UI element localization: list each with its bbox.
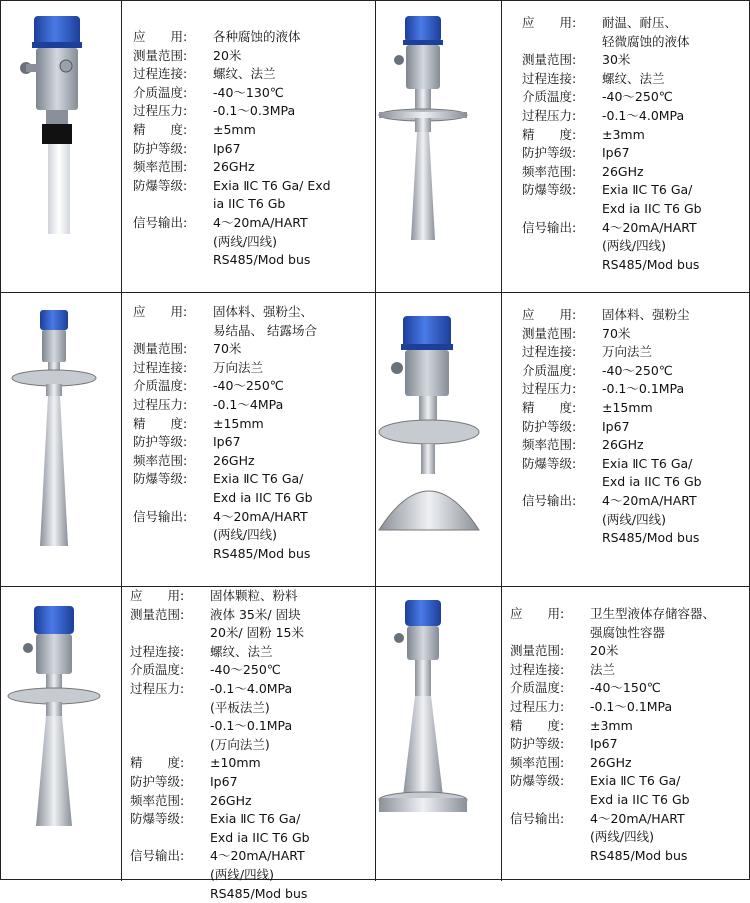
- spec-value: -40～150℃: [590, 679, 661, 698]
- spec-label: 精 度:: [133, 121, 213, 140]
- spec-label: 防护等级:: [133, 140, 213, 159]
- spec-value: Exd ia IIC T6 Gb: [590, 791, 690, 810]
- spec-row: [522, 343, 702, 362]
- spec-label-spacer: [510, 791, 590, 810]
- spec-label-spacer: [510, 624, 590, 643]
- spec-label: 频率范围:: [133, 452, 213, 471]
- spec-row: [130, 773, 310, 792]
- spec-value: -40～250℃: [602, 362, 673, 381]
- spec-value: 4～20mA/HART: [213, 214, 308, 233]
- spec-value: 固体料、强粉尘: [602, 306, 690, 325]
- spec-label-spacer: [133, 251, 213, 270]
- spec-value: 26GHz: [602, 436, 644, 455]
- spec-trailing-line: [133, 545, 317, 564]
- spec-block-2: [522, 14, 702, 274]
- spec-row: [133, 102, 331, 121]
- spec-value: Exia ⅡC T6 Ga/: [602, 455, 692, 474]
- spec-label: 应 用:: [522, 306, 602, 325]
- spec-row-continuation: [510, 791, 715, 810]
- spec-label: 介质温度:: [130, 661, 210, 680]
- spec-value: -40～250℃: [213, 377, 284, 396]
- spec-row: [133, 65, 331, 84]
- spec-row: [133, 303, 317, 322]
- spec-row: [130, 810, 310, 829]
- spec-value: 4～20mA/HART: [213, 508, 308, 527]
- spec-value: 20米: [213, 47, 241, 66]
- spec-label: 过程连接:: [133, 65, 213, 84]
- spec-label: 应 用:: [510, 605, 590, 624]
- spec-value: 液体 35米/ 固块: [210, 606, 301, 625]
- spec-row: [510, 679, 715, 698]
- spec-value: 轻微腐蚀的液体: [602, 33, 690, 52]
- spec-row-continuation: [130, 866, 310, 885]
- spec-trailing-line: [522, 529, 702, 548]
- spec-row: [133, 214, 331, 233]
- spec-row: [522, 219, 702, 238]
- spec-row: [522, 51, 702, 70]
- spec-value: RS485/Mod bus: [210, 885, 307, 903]
- spec-row: [130, 792, 310, 811]
- spec-row: [522, 492, 702, 511]
- spec-value: -40～130℃: [213, 84, 284, 103]
- spec-value: Exd ia IIC T6 Gb: [210, 829, 310, 848]
- spec-value: 固体颗粒、粉料: [210, 587, 298, 606]
- spec-label-spacer: [522, 473, 602, 492]
- spec-row: [130, 680, 310, 699]
- spec-value: 万向法兰: [213, 359, 263, 378]
- spec-value: Exd ia IIC T6 Gb: [213, 489, 313, 508]
- spec-row: [133, 28, 331, 47]
- spec-value: RS485/Mod bus: [590, 847, 687, 866]
- spec-value: 4～20mA/HART: [210, 847, 305, 866]
- spec-value: 螺纹、法兰: [602, 70, 665, 89]
- spec-row: [522, 181, 702, 200]
- spec-value: -0.1～0.1MPa: [210, 717, 292, 736]
- spec-label: 精 度:: [522, 399, 602, 418]
- spec-label: 信号输出:: [130, 847, 210, 866]
- spec-row: [130, 661, 310, 680]
- spec-value: -0.1～0.1MPa: [602, 380, 684, 399]
- spec-label: 过程连接:: [510, 661, 590, 680]
- spec-value: RS485/Mod bus: [602, 256, 699, 275]
- spec-label: 防护等级:: [522, 418, 602, 437]
- spec-trailing-line: [510, 828, 715, 847]
- spec-label: 介质温度:: [522, 362, 602, 381]
- column-divider: [501, 1, 502, 881]
- spec-label: 精 度:: [510, 717, 590, 736]
- spec-value: -0.1～0.1MPa: [590, 698, 672, 717]
- spec-row: [510, 605, 715, 624]
- spec-label: 过程连接:: [133, 359, 213, 378]
- spec-label: 应 用:: [133, 303, 213, 322]
- column-divider: [121, 1, 122, 881]
- spec-value: 强腐蚀性容器: [590, 624, 665, 643]
- spec-value: -0.1～0.3MPa: [213, 102, 295, 121]
- spec-label: 介质温度:: [133, 377, 213, 396]
- spec-label: 测量范围:: [522, 325, 602, 344]
- spec-label-spacer: [510, 847, 590, 866]
- spec-row-continuation: [130, 717, 310, 736]
- spec-row: [130, 754, 310, 773]
- spec-row-continuation: [133, 195, 331, 214]
- spec-row: [510, 754, 715, 773]
- spec-label: 过程压力:: [522, 380, 602, 399]
- spec-block-4: [522, 306, 702, 548]
- spec-label-spacer: [522, 529, 602, 548]
- spec-label: 应 用:: [130, 587, 210, 606]
- product-image-sanitary-radar: [375, 586, 499, 878]
- spec-label-spacer: [130, 699, 210, 718]
- spec-label: 频率范围:: [133, 158, 213, 177]
- spec-label: 防护等级:: [510, 735, 590, 754]
- spec-row: [522, 418, 702, 437]
- spec-value: ±10mm: [210, 754, 261, 773]
- spec-value: -0.1～4.0MPa: [210, 680, 292, 699]
- spec-row: [133, 508, 317, 527]
- spec-label-spacer: [522, 200, 602, 219]
- spec-value: ±15mm: [602, 399, 653, 418]
- spec-row: [133, 433, 317, 452]
- spec-value: 26GHz: [213, 158, 255, 177]
- spec-row: [522, 306, 702, 325]
- spec-label: 频率范围:: [130, 792, 210, 811]
- spec-label-spacer: [522, 256, 602, 275]
- spec-value: 卫生型液体存储容器、: [590, 605, 715, 624]
- spec-label: 介质温度:: [510, 679, 590, 698]
- spec-label-spacer: [522, 33, 602, 52]
- spec-row: [133, 359, 317, 378]
- spec-row: [510, 717, 715, 736]
- spec-value: 70米: [213, 340, 241, 359]
- spec-value: 固体料、强粉尘、: [213, 303, 313, 322]
- spec-value: (两线/四线): [602, 237, 666, 256]
- spec-trailing-line: [130, 885, 310, 903]
- spec-block-1: [133, 28, 331, 270]
- spec-row: [133, 140, 331, 159]
- spec-label: 测量范围:: [130, 606, 210, 625]
- spec-label: 过程压力:: [130, 680, 210, 699]
- spec-row: [133, 121, 331, 140]
- spec-value: (平板法兰): [210, 699, 270, 718]
- spec-row: [522, 163, 702, 182]
- spec-label: 防爆等级:: [130, 810, 210, 829]
- spec-label: 防爆等级:: [133, 177, 213, 196]
- spec-row-continuation: [130, 736, 310, 755]
- spec-row: [133, 452, 317, 471]
- spec-value: -40～250℃: [602, 88, 673, 107]
- spec-value: (两线/四线): [213, 233, 277, 252]
- spec-label: 过程压力:: [133, 102, 213, 121]
- spec-row: [522, 399, 702, 418]
- spec-value: 20米/ 固粉 15米: [210, 624, 304, 643]
- spec-row: [133, 377, 317, 396]
- spec-value: 耐温、耐压、: [602, 14, 677, 33]
- spec-row: [130, 606, 310, 625]
- spec-value: 4～20mA/HART: [602, 219, 697, 238]
- spec-row: [133, 158, 331, 177]
- spec-row-continuation: [522, 473, 702, 492]
- spec-label: 精 度:: [522, 126, 602, 145]
- spec-value: Exia ⅡC T6 Ga/: [602, 181, 692, 200]
- spec-row-continuation: [130, 699, 310, 718]
- spec-row-continuation: [522, 33, 702, 52]
- spec-label: 介质温度:: [133, 84, 213, 103]
- spec-row: [130, 587, 310, 606]
- spec-label: 过程连接:: [130, 643, 210, 662]
- spec-value: Exia ⅡC T6 Ga/ Exd: [213, 177, 331, 196]
- spec-trailing-line: [510, 847, 715, 866]
- spec-label-spacer: [133, 489, 213, 508]
- spec-value: 螺纹、法兰: [213, 65, 276, 84]
- product-image-high-temp-horn-radar: [375, 2, 499, 290]
- spec-label-spacer: [133, 322, 213, 341]
- spec-row: [133, 396, 317, 415]
- spec-block-5: [130, 587, 310, 903]
- spec-row: [510, 772, 715, 791]
- spec-label: 应 用:: [522, 14, 602, 33]
- spec-value: Ip67: [602, 418, 630, 437]
- spec-label-spacer: [130, 866, 210, 885]
- spec-value: 20米: [590, 642, 618, 661]
- spec-label: 测量范围:: [522, 51, 602, 70]
- spec-row: [130, 847, 310, 866]
- spec-value: ±3mm: [590, 717, 633, 736]
- spec-value: Exd ia IIC T6 Gb: [602, 200, 702, 219]
- spec-value: (两线/四线): [210, 866, 274, 885]
- spec-label: 过程压力:: [133, 396, 213, 415]
- spec-label: 过程连接:: [522, 343, 602, 362]
- spec-row: [522, 88, 702, 107]
- spec-row-continuation: [133, 322, 317, 341]
- spec-value: 螺纹、法兰: [210, 643, 273, 662]
- spec-label: 防护等级:: [133, 433, 213, 452]
- spec-row-continuation: [510, 624, 715, 643]
- spec-row: [522, 362, 702, 381]
- spec-value: Ip67: [602, 144, 630, 163]
- spec-row: [133, 47, 331, 66]
- spec-row: [133, 84, 331, 103]
- spec-row: [522, 107, 702, 126]
- spec-value: 26GHz: [590, 754, 632, 773]
- spec-value: ia IIC T6 Gb: [213, 195, 285, 214]
- spec-value: Ip67: [213, 433, 241, 452]
- spec-label: 防爆等级:: [510, 772, 590, 791]
- spec-value: -40～250℃: [210, 661, 281, 680]
- spec-label-spacer: [510, 828, 590, 847]
- spec-value: Exia ⅡC T6 Ga/: [590, 772, 680, 791]
- spec-row: [522, 380, 702, 399]
- spec-label: 信号输出:: [133, 214, 213, 233]
- spec-row-continuation: [133, 233, 331, 252]
- spec-value: RS485/Mod bus: [213, 545, 310, 564]
- spec-row: [510, 698, 715, 717]
- spec-label: 应 用:: [133, 28, 213, 47]
- product-image-dish-antenna-radar: [375, 292, 499, 584]
- spec-value: (两线/四线): [590, 828, 654, 847]
- spec-value: -0.1～4MPa: [213, 396, 283, 415]
- spec-row: [510, 642, 715, 661]
- spec-trailing-line: [522, 237, 702, 256]
- spec-label-spacer: [133, 526, 213, 545]
- spec-label: 精 度:: [133, 415, 213, 434]
- spec-label-spacer: [130, 885, 210, 903]
- spec-label-spacer: [133, 545, 213, 564]
- spec-value: 30米: [602, 51, 630, 70]
- spec-label: 介质温度:: [522, 88, 602, 107]
- spec-value: Exia ⅡC T6 Ga/: [210, 810, 300, 829]
- spec-value: -0.1～4.0MPa: [602, 107, 684, 126]
- spec-row: [522, 144, 702, 163]
- spec-trailing-line: [522, 511, 702, 530]
- spec-label: 信号输出:: [133, 508, 213, 527]
- spec-value: Exd ia IIC T6 Gb: [602, 473, 702, 492]
- spec-value: 万向法兰: [602, 343, 652, 362]
- spec-row: [133, 415, 317, 434]
- spec-trailing-line: [522, 256, 702, 275]
- spec-label: 防爆等级:: [522, 455, 602, 474]
- spec-row: [130, 643, 310, 662]
- spec-value: Ip67: [210, 773, 238, 792]
- spec-value: 70米: [602, 325, 630, 344]
- spec-row-continuation: [133, 489, 317, 508]
- spec-label: 过程连接:: [522, 70, 602, 89]
- spec-label-spacer: [133, 233, 213, 252]
- spec-value: (万向法兰): [210, 736, 270, 755]
- spec-trailing-line: [133, 526, 317, 545]
- spec-label: 频率范围:: [522, 163, 602, 182]
- spec-label-spacer: [130, 717, 210, 736]
- spec-row: [133, 177, 331, 196]
- spec-label: 测量范围:: [510, 642, 590, 661]
- spec-label-spacer: [522, 237, 602, 256]
- spec-value: RS485/Mod bus: [213, 251, 310, 270]
- spec-label: 防爆等级:: [522, 181, 602, 200]
- spec-block-6: [510, 605, 715, 865]
- spec-value: Exia ⅡC T6 Ga/: [213, 470, 303, 489]
- spec-label: 防护等级:: [522, 144, 602, 163]
- spec-row: [522, 455, 702, 474]
- spec-label-spacer: [133, 195, 213, 214]
- spec-label-spacer: [130, 624, 210, 643]
- spec-label: 频率范围:: [510, 754, 590, 773]
- spec-label: 精 度:: [130, 754, 210, 773]
- spec-value: Ip67: [590, 735, 618, 754]
- spec-value: (两线/四线): [602, 511, 666, 530]
- spec-value: 26GHz: [210, 792, 252, 811]
- spec-row: [510, 735, 715, 754]
- spec-row: [133, 470, 317, 489]
- spec-value: Ip67: [213, 140, 241, 159]
- spec-row: [510, 810, 715, 829]
- spec-label-spacer: [130, 736, 210, 755]
- spec-label: 信号输出:: [522, 219, 602, 238]
- spec-value: ±5mm: [213, 121, 256, 140]
- spec-label: 过程压力:: [510, 698, 590, 717]
- spec-label: 信号输出:: [522, 492, 602, 511]
- spec-row-continuation: [130, 624, 310, 643]
- spec-value: 4～20mA/HART: [602, 492, 697, 511]
- spec-row: [522, 436, 702, 455]
- spec-value: (两线/四线): [213, 526, 277, 545]
- spec-row-continuation: [522, 200, 702, 219]
- spec-label: 防护等级:: [130, 773, 210, 792]
- spec-label: 信号输出:: [510, 810, 590, 829]
- product-image-solids-horn-radar: [2, 292, 119, 584]
- spec-label: 过程压力:: [522, 107, 602, 126]
- spec-value: 4～20mA/HART: [590, 810, 685, 829]
- spec-value: ±15mm: [213, 415, 264, 434]
- spec-value: 26GHz: [602, 163, 644, 182]
- spec-label-spacer: [522, 511, 602, 530]
- spec-label-spacer: [130, 829, 210, 848]
- spec-row: [510, 661, 715, 680]
- spec-trailing-line: [133, 251, 331, 270]
- spec-value: 26GHz: [213, 452, 255, 471]
- spec-row: [133, 340, 317, 359]
- spec-value: 法兰: [590, 661, 615, 680]
- spec-row: [522, 126, 702, 145]
- spec-row: [522, 70, 702, 89]
- spec-row-continuation: [130, 829, 310, 848]
- product-image-pt-liquid-radar: [2, 2, 119, 290]
- spec-label: 测量范围:: [133, 340, 213, 359]
- product-image-granule-horn-radar: [2, 586, 119, 878]
- spec-value: RS485/Mod bus: [602, 529, 699, 548]
- spec-block-3: [133, 303, 317, 563]
- spec-label: 防爆等级:: [133, 470, 213, 489]
- spec-value: 各种腐蚀的液体: [213, 28, 301, 47]
- spec-row: [522, 14, 702, 33]
- spec-value: ±3mm: [602, 126, 645, 145]
- spec-label: 频率范围:: [522, 436, 602, 455]
- spec-row: [522, 325, 702, 344]
- spec-value: 易结晶、 结露场合: [213, 322, 317, 341]
- spec-label: 测量范围:: [133, 47, 213, 66]
